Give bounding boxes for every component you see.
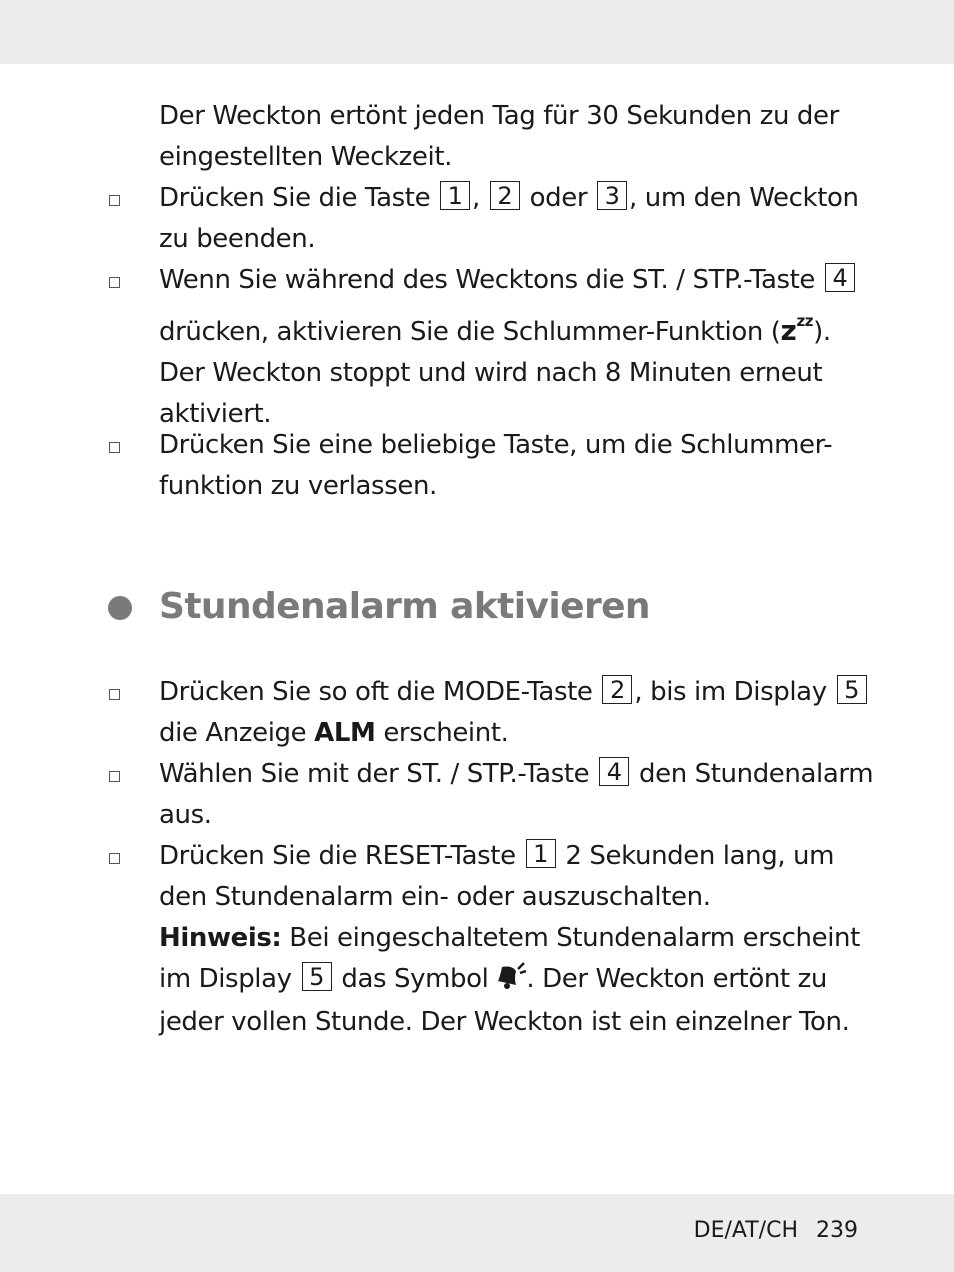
top-band <box>0 0 954 64</box>
page-number: 239 <box>816 1218 858 1243</box>
bullet-marker <box>109 195 120 206</box>
note-label: Hinweis: <box>159 923 282 953</box>
key-label: 5 <box>302 962 332 991</box>
bullet-marker <box>109 689 120 700</box>
text: Wählen Sie mit der ST. / STP.-Taste <box>159 759 598 789</box>
bullet-marker <box>109 442 120 453</box>
text: die Anzeige <box>159 718 315 748</box>
text: drücken, aktivieren Sie die Schlummer-Funktion ( <box>159 317 781 347</box>
key-label: 4 <box>825 263 855 292</box>
text: oder <box>521 183 596 213</box>
text: den Stundenalarm aus. <box>159 759 874 830</box>
text: das Symbol <box>333 964 497 994</box>
text: Bei eingeschaltetem Stundenalarm erscheint im Display <box>159 923 860 994</box>
text: , um den Weckton zu beenden. <box>159 183 859 254</box>
key-label: 2 <box>602 675 632 704</box>
key-label: 3 <box>597 181 627 210</box>
key-label: 4 <box>599 757 629 786</box>
bell-icon <box>496 961 526 1002</box>
text: erscheint. <box>375 718 509 748</box>
intro-paragraph: Der Weckton ertönt jeden Tag für 30 Sekunden zu der eingestellten Weckzeit. <box>159 101 839 172</box>
footer-region: DE/AT/CH <box>693 1218 798 1243</box>
list-item <box>159 836 874 1043</box>
text: , bis im Display <box>634 677 835 707</box>
list-item <box>159 672 874 754</box>
key-label: 1 <box>440 181 470 210</box>
snooze-symbol: $z^{zz}$ <box>780 312 814 347</box>
list-item <box>159 260 874 435</box>
text: Drücken Sie so oft die MODE-Taste <box>159 677 601 707</box>
list-item: Drücken Sie eine beliebige Taste, um die Schlummer-funktion zu verlassen. <box>159 430 833 501</box>
text: Drücken Sie die RESET-Taste <box>159 841 524 871</box>
bullet-marker <box>109 277 120 288</box>
key-label: 5 <box>837 675 867 704</box>
section-heading: Stundenalarm aktivieren <box>159 586 650 627</box>
text: . Der Weckton ertönt zu jeder vollen Stunde. Der Weckton ist ein einzelner Ton. <box>159 964 850 1037</box>
key-label: 1 <box>526 839 556 868</box>
text: Wenn Sie während des Wecktons die ST. / STP.-Taste <box>159 265 823 295</box>
bullet-marker <box>109 771 120 782</box>
bullet-marker <box>109 853 120 864</box>
text: , <box>472 183 488 213</box>
text: 2 Sekunden lang, um den Stundenalarm ein- oder auszuschalten. <box>159 841 835 912</box>
key-label: 2 <box>490 181 520 210</box>
alm-label: ALM <box>314 718 376 748</box>
text: ). Der Weckton stoppt und wird nach 8 Minuten erneut aktiviert. <box>159 317 831 429</box>
list-item <box>159 178 874 260</box>
text: Drücken Sie die Taste <box>159 183 439 213</box>
list-item <box>159 754 874 836</box>
heading-bullet-icon <box>108 596 132 620</box>
page-footer <box>694 1218 858 1243</box>
